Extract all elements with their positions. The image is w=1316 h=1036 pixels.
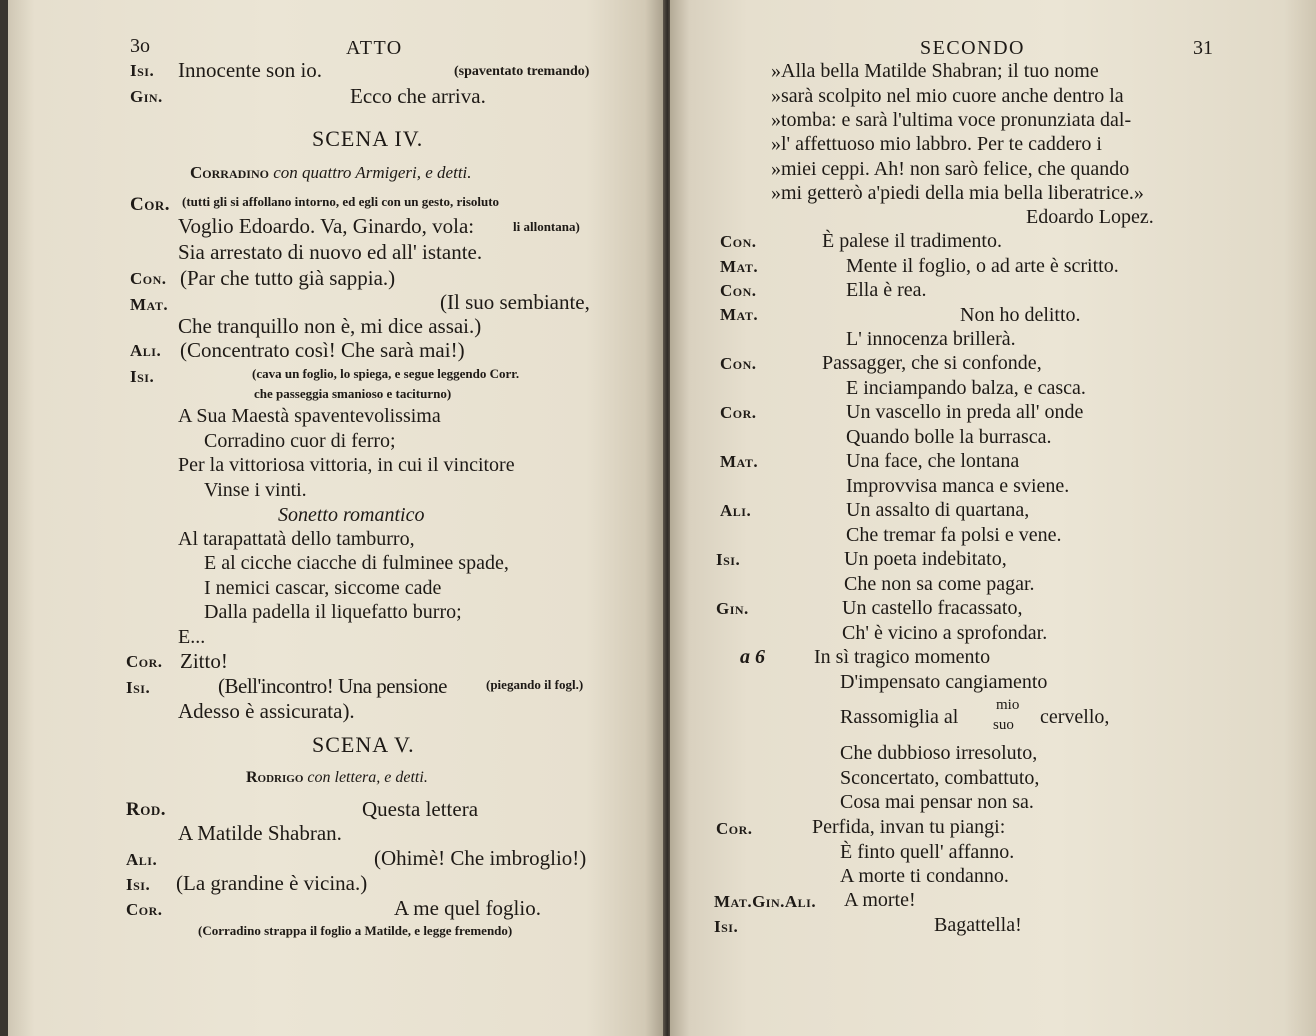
speaker: Mat.	[720, 305, 759, 324]
page-number: 3o	[130, 35, 150, 57]
verse-line: In sì tragico momento	[814, 646, 991, 668]
stage-direction: li allontana)	[513, 219, 580, 234]
letter-line: »sarà scolpito nel mio cuore anche dentro la	[771, 85, 1124, 107]
stage-direction: (cava un foglio, lo spiega, e segue leggendo Corr.	[252, 366, 520, 381]
verse-line: Un poeta indebitato,	[844, 548, 1007, 570]
verse-line: Che tremar fa polsi e vene.	[846, 524, 1062, 546]
scene-heading: SCENA V.	[312, 732, 415, 757]
verse-line: È palese il tradimento.	[822, 230, 1002, 252]
stacked-word-bottom: suo	[993, 717, 1014, 733]
speaker: Mat.Gin.Ali.	[714, 892, 817, 911]
speaker: Con.	[720, 281, 757, 300]
verse-line: Mente il foglio, o ad arte è scritto.	[846, 255, 1119, 277]
speaker: Mat.	[720, 452, 759, 471]
letter-line: »miei ceppi. Ah! non sarò felice, che quando	[771, 158, 1130, 180]
speaker: Isi.	[714, 917, 739, 936]
speaker: Ali.	[126, 850, 158, 869]
poem-title: Sonetto romantico	[278, 504, 425, 526]
verse-line: Sia arrestato di nuovo ed all' istante.	[178, 240, 483, 264]
verse-line: Una face, che lontana	[846, 450, 1020, 472]
page-number: 31	[1193, 37, 1213, 59]
verse-line: Sconcertato, combattuto,	[840, 767, 1040, 789]
speaker: Cor.	[720, 403, 757, 422]
speaker: Gin.	[130, 87, 163, 106]
verse-line: Che dubbioso irresoluto,	[840, 742, 1038, 764]
verse-line: Al tarapattatà dello tamburro,	[178, 528, 415, 550]
left-page	[8, 0, 665, 1036]
verse-line: Innocente son io.	[178, 58, 323, 82]
verse-line: Dalla padella il liquefatto burro;	[204, 601, 462, 623]
verse-line: A morte!	[844, 889, 916, 911]
verse-line: (Il suo sembiante,	[440, 290, 590, 314]
speaker: Isi.	[126, 875, 151, 894]
verse-line: Un castello fracassato,	[842, 597, 1023, 619]
stage-direction: (spaventato tremando)	[454, 64, 590, 79]
speaker: Isi.	[126, 678, 151, 697]
letter-line: »Alla bella Matilde Shabran; il tuo nome	[771, 60, 1099, 82]
verse-line: Zitto!	[180, 649, 228, 673]
letter-line: »tomba: e sarà l'ultima voce pronunziata dal-	[771, 109, 1132, 131]
speaker: Con.	[720, 354, 757, 373]
ensemble-marker: a 6	[740, 646, 765, 668]
letter-signature: Edoardo Lopez.	[1026, 206, 1154, 228]
verse-line: Che non sa come pagar.	[844, 573, 1035, 595]
verse-line: Perfida, invan tu piangi:	[812, 816, 1006, 838]
verse-line: Bagattella!	[934, 914, 1022, 936]
letter-line: »mi getterò a'piedi della mia bella liberatrice.»	[771, 182, 1144, 204]
verse-line: Quando bolle la burrasca.	[846, 426, 1052, 448]
verse-line: D'impensato cangiamento	[840, 671, 1048, 693]
verse-line: (Concentrato così! Che sarà mai!)	[180, 338, 465, 362]
speaker: Con.	[130, 269, 167, 288]
stacked-word-top: mio	[996, 697, 1020, 713]
verse-line: Ch' è vicino a sprofondar.	[842, 622, 1048, 644]
verse-line: Cosa mai pensar non sa.	[840, 791, 1034, 813]
speaker: Cor.	[126, 900, 163, 919]
speaker: Ali.	[720, 501, 752, 520]
verse-line: Passagger, che si confonde,	[822, 352, 1042, 374]
verse-line: A morte ti condanno.	[840, 865, 1009, 887]
right-page	[670, 0, 1316, 1036]
verse-line: È finto quell' affanno.	[840, 841, 1015, 863]
letter-line: »l' affettuoso mio labbro. Per te caddero i	[771, 133, 1102, 155]
verse-line: L' innocenza brillerà.	[846, 328, 1016, 350]
verse-line: Per la vittoriosa vittoria, in cui il vincitore	[178, 454, 515, 476]
verse-line: Questa lettera	[362, 797, 479, 821]
verse-line: Adesso è assicurata).	[178, 699, 355, 723]
speaker: Cor.	[130, 194, 170, 215]
speaker: Ali.	[130, 341, 162, 360]
stage-intro: Corradino con quattro Armigeri, e detti.	[190, 163, 472, 182]
speaker: Isi.	[130, 61, 155, 80]
verse-line: A Sua Maestà spaventevolissima	[178, 405, 441, 427]
stage-intro: Rodrigo con lettera, e detti.	[246, 769, 428, 786]
speaker: Rod.	[126, 799, 166, 820]
verse-line: (Bell'incontro! Una pensione	[218, 674, 447, 698]
verse-line: (Par che tutto già sappia.)	[180, 266, 396, 290]
verse-line: Non ho delitto.	[960, 304, 1081, 326]
speaker: Isi.	[716, 550, 741, 569]
verse-line: (La grandine è vicina.)	[176, 871, 368, 895]
stage-direction: che passeggia smanioso e taciturno)	[254, 386, 452, 401]
running-head: SECONDO	[920, 37, 1025, 59]
verse-line: Corradino cuor di ferro;	[204, 430, 396, 452]
speaker: Cor.	[716, 819, 753, 838]
verse-line: E...	[178, 626, 206, 648]
verse-line: cervello,	[1040, 706, 1110, 728]
verse-line: Che tranquillo non è, mi dice assai.)	[178, 314, 482, 338]
speaker: Mat.	[720, 257, 759, 276]
verse-line: E al cicche ciacche di fulminee spade,	[204, 552, 509, 574]
verse-line: A me quel foglio.	[394, 896, 541, 920]
verse-line: Un vascello in preda all' onde	[846, 401, 1084, 423]
speaker: Mat.	[130, 295, 169, 314]
speaker: Isi.	[130, 367, 155, 386]
verse-line: A Matilde Shabran.	[178, 821, 342, 845]
verse-line: Rassomiglia al	[840, 706, 959, 728]
verse-line: E inciampando balza, e casca.	[846, 377, 1086, 399]
verse-line: Ecco che arriva.	[350, 84, 486, 108]
verse-line: Un assalto di quartana,	[846, 499, 1030, 521]
verse-line: (Ohimè! Che imbroglio!)	[374, 846, 587, 870]
speaker: Con.	[720, 232, 757, 251]
verse-line: Vinse i vinti.	[204, 479, 307, 501]
verse-line: Ella è rea.	[846, 279, 927, 301]
speaker: Cor.	[126, 652, 163, 671]
stage-direction: (tutti gli si affollano intorno, ed egli con un gesto, risoluto	[182, 194, 500, 209]
running-head: ATTO	[346, 37, 403, 59]
scene-heading: SCENA IV.	[312, 126, 424, 151]
stage-direction: (piegando il fogl.)	[486, 677, 584, 692]
stage-direction: (Corradino strappa il foglio a Matilde, e legge fremendo)	[198, 923, 513, 938]
verse-line: Voglio Edoardo. Va, Ginardo, vola:	[178, 214, 475, 238]
verse-line: I nemici cascar, siccome cade	[204, 577, 442, 599]
speaker: Gin.	[716, 599, 749, 618]
verse-line: Improvvisa manca e sviene.	[846, 475, 1070, 497]
